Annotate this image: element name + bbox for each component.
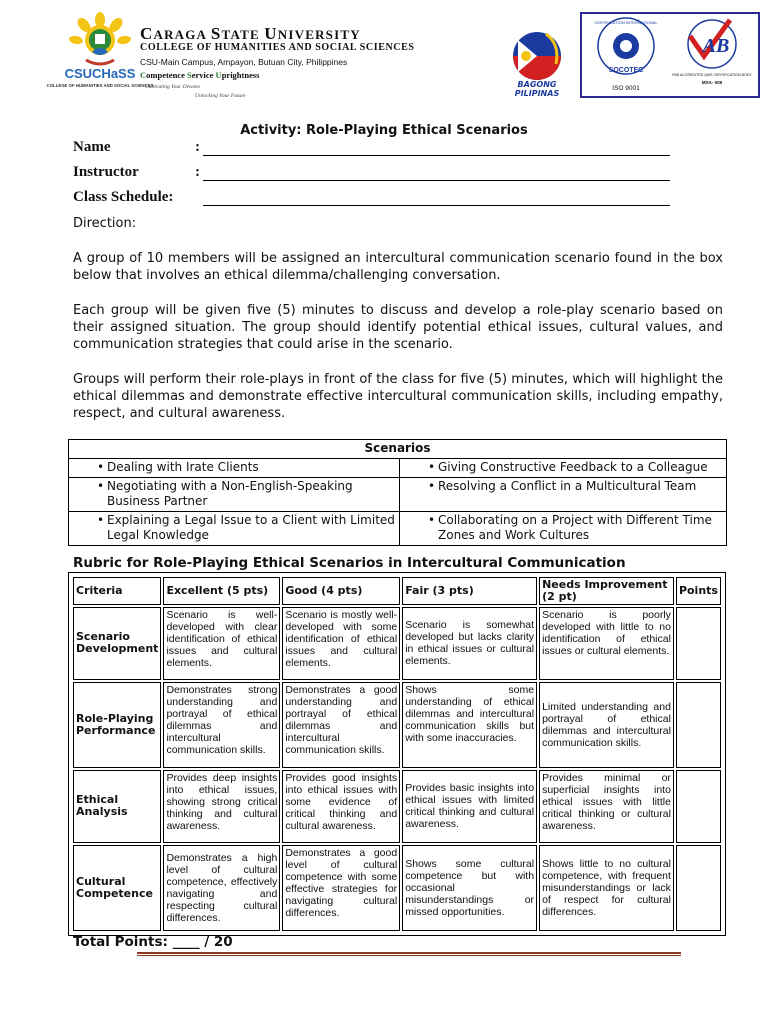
name-label: Name [73,139,111,155]
bagong-pilipinas-text: BAGONG PILIPINAS [514,80,560,98]
rubric-header-fair: Fair (3 pts) [402,577,537,605]
instructor-label: Instructor [73,164,139,180]
rubric-cell: Scenario is poorly developed with little to no identification of ethical issues or cultural elements. [539,607,674,680]
direction-label: Direction: [73,216,137,231]
scenario-item: • Giving Constructive Feedback to a Colleague [400,459,727,478]
scenario-item: • Dealing with Irate Clients [69,459,400,478]
paragraph-1: A group of 10 members will be assigned an intercultural communication scenario found in the box below that involves an ethical dilemma/challenging conversation. [73,251,723,283]
rubric-header-criteria: Criteria [73,577,161,605]
pab-subtext: PAB ACCREDITED QMS CERTIFICATION BODY [672,73,752,77]
instructor-colon: : [195,164,200,180]
pab-name: AB [702,35,730,57]
name-colon: : [195,139,200,155]
rubric-cell: Provides basic insights into ethical issues with limited critical thinking and cultural awareness. [402,770,537,843]
tagline-future: Unlocking Your Future [195,93,246,99]
points-cell[interactable] [676,607,721,680]
csu-chass-logo [46,12,154,104]
rubric-row [73,682,721,768]
rubric-cell: Shows some cultural competence but with occasional misunderstandings or missed opportunities. [402,845,537,931]
class-schedule-field[interactable] [203,205,670,206]
sun-icon [521,51,531,61]
activity-title: Activity: Role-Playing Ethical Scenarios [240,123,528,138]
rubric-cell: Provides minimal or superficial insights into ethical issues with little critical thinking or cultural awareness. [539,770,674,843]
tagline-dreams: Cultivating Your Dreams [145,84,200,90]
total-points: Total Points: ____ / 20 [73,934,233,950]
motto: Competence Service Uprightness [140,70,260,80]
rubric-cell: Shows little to no cultural competence, with frequent misunderstandings or lack of respect for cultural differences. [539,845,674,931]
rubric-header-points: Points [676,577,721,605]
socotec-arc-text: CERTIFICATION INTERNATIONAL [594,20,658,25]
criteria-cell: Scenario Development [73,607,161,680]
scenario-item: • Negotiating with a Non-English-Speaking Business Partner [69,478,400,512]
rubric-table [71,575,723,933]
scenario-item: • Explaining a Legal Issue to a Client with Limited Legal Knowledge [69,512,400,546]
scenarios-table [68,439,727,546]
scenario-item: • Resolving a Conflict in a Multicultural Team [400,478,727,512]
rubric-cell: Scenario is mostly well-developed with some identification of ethical issues and cultural elements. [282,607,400,680]
campus-address: CSU-Main Campus, Ampayon, Butuan City, Philippines [140,57,348,67]
rubric-cell: Demonstrates a good level of cultural competence with some effective strategies for navigating cultural differences. [282,845,400,931]
rubric-cell: Scenario is well-developed with clear identification of ethical issues and cultural elements. [163,607,280,680]
points-cell[interactable] [676,770,721,843]
rubric-table-frame [68,572,726,936]
sun-rays-icon [68,12,131,64]
certification-box [580,12,760,98]
rubric-cell: Demonstrates strong understanding and portrayal of ethical dilemmas and intercultural communication skills. [163,682,280,768]
rubric-row [73,770,721,843]
paragraph-3: Groups will perform their role-plays in front of the class for five (5) minutes, which will highlight the ethical dilemmas and demonstrate effective intercultural communication skills, including empathy, respect, and cultural awareness. [73,372,723,421]
socotec-iso: ISO 9001 [612,85,640,92]
socotec-name: SOCOTEC [608,67,644,74]
rubric-cell: Demonstrates a high level of cultural competence, effectively navigating and respecting cultural differences. [163,845,280,931]
scenario-item: • Collaborating on a Project with Different Time Zones and Work Cultures [400,512,727,546]
rubric-cell: Shows some understanding of ethical dilemmas and intercultural communication skills but with some inaccuracies. [402,682,537,768]
pab-logo [672,20,752,85]
criteria-cell: Role-Playing Performance [73,682,161,768]
rubric-row [73,845,721,931]
rubric-header-needs-improvement: Needs Improvement (2 pt) [539,577,674,605]
rubric-cell: Provides good insights into ethical issues with some evidence of critical thinking and cultural awareness. [282,770,400,843]
footer-divider [137,952,681,956]
rubric-cell: Provides deep insights into ethical issues, showing strong critical thinking and cultural awareness. [163,770,280,843]
rubric-cell: Demonstrates a good understanding and portrayal of ethical dilemmas and intercultural communication skills. [282,682,400,768]
criteria-cell: Ethical Analysis [73,770,161,843]
logo-text: CSUCHaSS [64,66,136,81]
criteria-cell: Cultural Competence [73,845,161,931]
rubric-cell: Limited understanding and portrayal of ethical dilemmas and intercultural communication skills. [539,682,674,768]
rubric-row [73,607,721,680]
university-name: CARAGA STATE UNIVERSITY [140,24,361,43]
rubric-header-excellent: Excellent (5 pts) [163,577,280,605]
points-cell[interactable] [676,682,721,768]
rubric-title: Rubric for Role-Playing Ethical Scenarios in Intercultural Communication [73,555,626,571]
class-schedule-label: Class Schedule: [73,189,174,205]
points-cell[interactable] [676,845,721,931]
instructor-field[interactable] [203,180,670,181]
pab-code: MSA- 005 [701,80,723,85]
college-name: COLLEGE OF HUMANITIES AND SOCIAL SCIENCES [140,42,415,53]
socotec-iso-logo [594,18,658,92]
logo-subtext: COLLEGE OF HUMANITIES AND SOCIAL SCIENCES [46,83,154,88]
paragraph-2: Each group will be given five (5) minutes to discuss and develop a role-play scenario based on their assigned situation. The group should identify potential ethical issues, cultural values, and communication strategies that could arise in the scenario. [73,303,723,352]
name-field[interactable] [203,155,670,156]
scenarios-header: Scenarios [69,440,727,459]
rubric-header-good: Good (4 pts) [282,577,400,605]
rubric-cell: Scenario is somewhat developed but lacks clarity in ethical issues or cultural elements. [402,607,537,680]
